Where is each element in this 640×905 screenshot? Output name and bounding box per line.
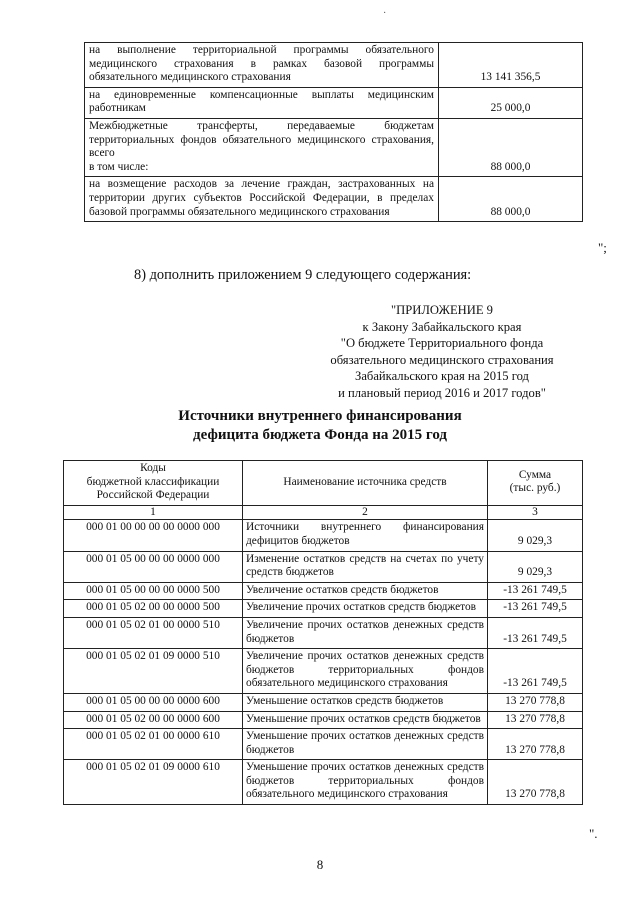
appendix-line: к Закону Забайкальского края <box>362 319 522 334</box>
row-name: Источники внутреннего финансирования дефицитов бюджетов <box>243 520 488 551</box>
quote-close-mark: ". <box>589 826 598 841</box>
appendix-line: "О бюджете Территориального фонда <box>340 336 544 350</box>
row-sum: -13 261 749,5 <box>488 582 583 600</box>
column-number-row <box>64 505 583 520</box>
row-code: 000 01 05 02 00 00 0000 600 <box>64 711 243 729</box>
row-amount: 88 000,0 <box>439 118 583 176</box>
row-name: Уменьшение прочих остатков денежных средств бюджетов <box>243 729 488 760</box>
table-row <box>64 520 583 551</box>
row-description: на единовременные компенсационные выплаты медицинским работникам <box>85 87 439 118</box>
row-sum: 9 029,3 <box>488 551 583 582</box>
row-code: 000 01 05 00 00 00 0000 500 <box>64 582 243 600</box>
page-number: 8 <box>316 857 324 872</box>
row-name: Увеличение остатков средств бюджетов <box>243 582 488 600</box>
table-row <box>85 118 583 176</box>
row-name: Изменение остатков средств на счетах по учету средств бюджетов <box>243 551 488 582</box>
row-sum: -13 261 749,5 <box>488 649 583 694</box>
row-name: Увеличение прочих остатков денежных средств бюджетов <box>243 617 488 648</box>
column-number: 3 <box>488 505 583 520</box>
row-code: 000 01 05 02 01 00 0000 510 <box>64 617 243 648</box>
row-name: Увеличение прочих остатков денежных средств бюджетов территориальных фондов обязательного медицинского страхования <box>243 649 488 694</box>
row-sum: 9 029,3 <box>488 520 583 551</box>
table-row <box>85 43 583 88</box>
row-sum: -13 261 749,5 <box>488 617 583 648</box>
table-row <box>64 617 583 648</box>
appendix-line: Забайкальского края на 2015 год <box>355 369 529 383</box>
row-description: Межбюджетные трансферты, передаваемые бюджетам территориальных фондов обязательного медицинского страхования, всего в том числе: <box>85 118 439 176</box>
table-row <box>64 649 583 694</box>
row-name: Уменьшение прочих остатков денежных средств бюджетов территориальных фондов обязательного медицинского страхования <box>243 760 488 805</box>
row-sum: 13 270 778,8 <box>488 693 583 711</box>
table-row <box>64 711 583 729</box>
expenses-table <box>84 42 583 222</box>
table-row <box>64 693 583 711</box>
row-code: 000 01 05 02 01 09 0000 610 <box>64 760 243 805</box>
row-sum: 13 270 778,8 <box>488 711 583 729</box>
row-sum: 13 270 778,8 <box>488 760 583 805</box>
financing-sources-table <box>63 460 583 805</box>
column-number: 2 <box>243 505 488 520</box>
row-sum: -13 261 749,5 <box>488 600 583 618</box>
column-number: 1 <box>64 505 243 520</box>
appendix-header <box>292 302 592 401</box>
table-row <box>64 600 583 618</box>
amendment-item-8: 8) дополнить приложением 9 следующего содержания: <box>134 267 472 283</box>
table-row <box>64 582 583 600</box>
header-name: Наименование источника средств <box>243 461 488 506</box>
row-code: 000 01 05 02 01 00 0000 610 <box>64 729 243 760</box>
row-code: 000 01 05 02 00 00 0000 500 <box>64 600 243 618</box>
row-description: на возмещение расходов за лечение граждан, застрахованных на территории других субъектов Российской Федерации, в пределах базовой программы обязательного медицинского страхования <box>85 177 439 222</box>
scan-dot: · <box>383 8 387 19</box>
row-name: Уменьшение прочих остатков средств бюджетов <box>243 711 488 729</box>
row-name: Уменьшение остатков средств бюджетов <box>243 693 488 711</box>
header-codes: Коды бюджетной классификации Российской Федерации <box>64 461 243 506</box>
table-row <box>85 177 583 222</box>
table-row <box>64 729 583 760</box>
table-header-row <box>64 461 583 506</box>
title-line-2: дефицита бюджета Фонда на 2015 год <box>193 427 447 443</box>
row-amount: 13 141 356,5 <box>439 43 583 88</box>
appendix-line: и плановый период 2016 и 2017 годов" <box>338 385 546 400</box>
row-code: 000 01 05 02 01 09 0000 510 <box>64 649 243 694</box>
table-row <box>64 551 583 582</box>
page-title <box>0 407 640 445</box>
title-line-1: Источники внутреннего финансирования <box>178 408 462 424</box>
row-code: 000 01 00 00 00 00 0000 000 <box>64 520 243 551</box>
row-code: 000 01 05 00 00 00 0000 600 <box>64 693 243 711</box>
row-code: 000 01 05 00 00 00 0000 000 <box>64 551 243 582</box>
row-name: Увеличение прочих остатков средств бюджетов <box>243 600 488 618</box>
header-sum: Сумма (тыс. руб.) <box>488 461 583 506</box>
table-row <box>64 760 583 805</box>
table-row <box>85 87 583 118</box>
quote-close-mark: "; <box>598 240 607 255</box>
appendix-title: "ПРИЛОЖЕНИЕ 9 <box>391 303 493 317</box>
row-sum: 13 270 778,8 <box>488 729 583 760</box>
row-amount: 25 000,0 <box>439 87 583 118</box>
row-amount: 88 000,0 <box>439 177 583 222</box>
row-description: на выполнение территориальной программы обязательного медицинского страхования в рамках базовой программы обязательного медицинского страхования <box>85 43 439 88</box>
appendix-line: обязательного медицинского страхования <box>330 352 554 367</box>
